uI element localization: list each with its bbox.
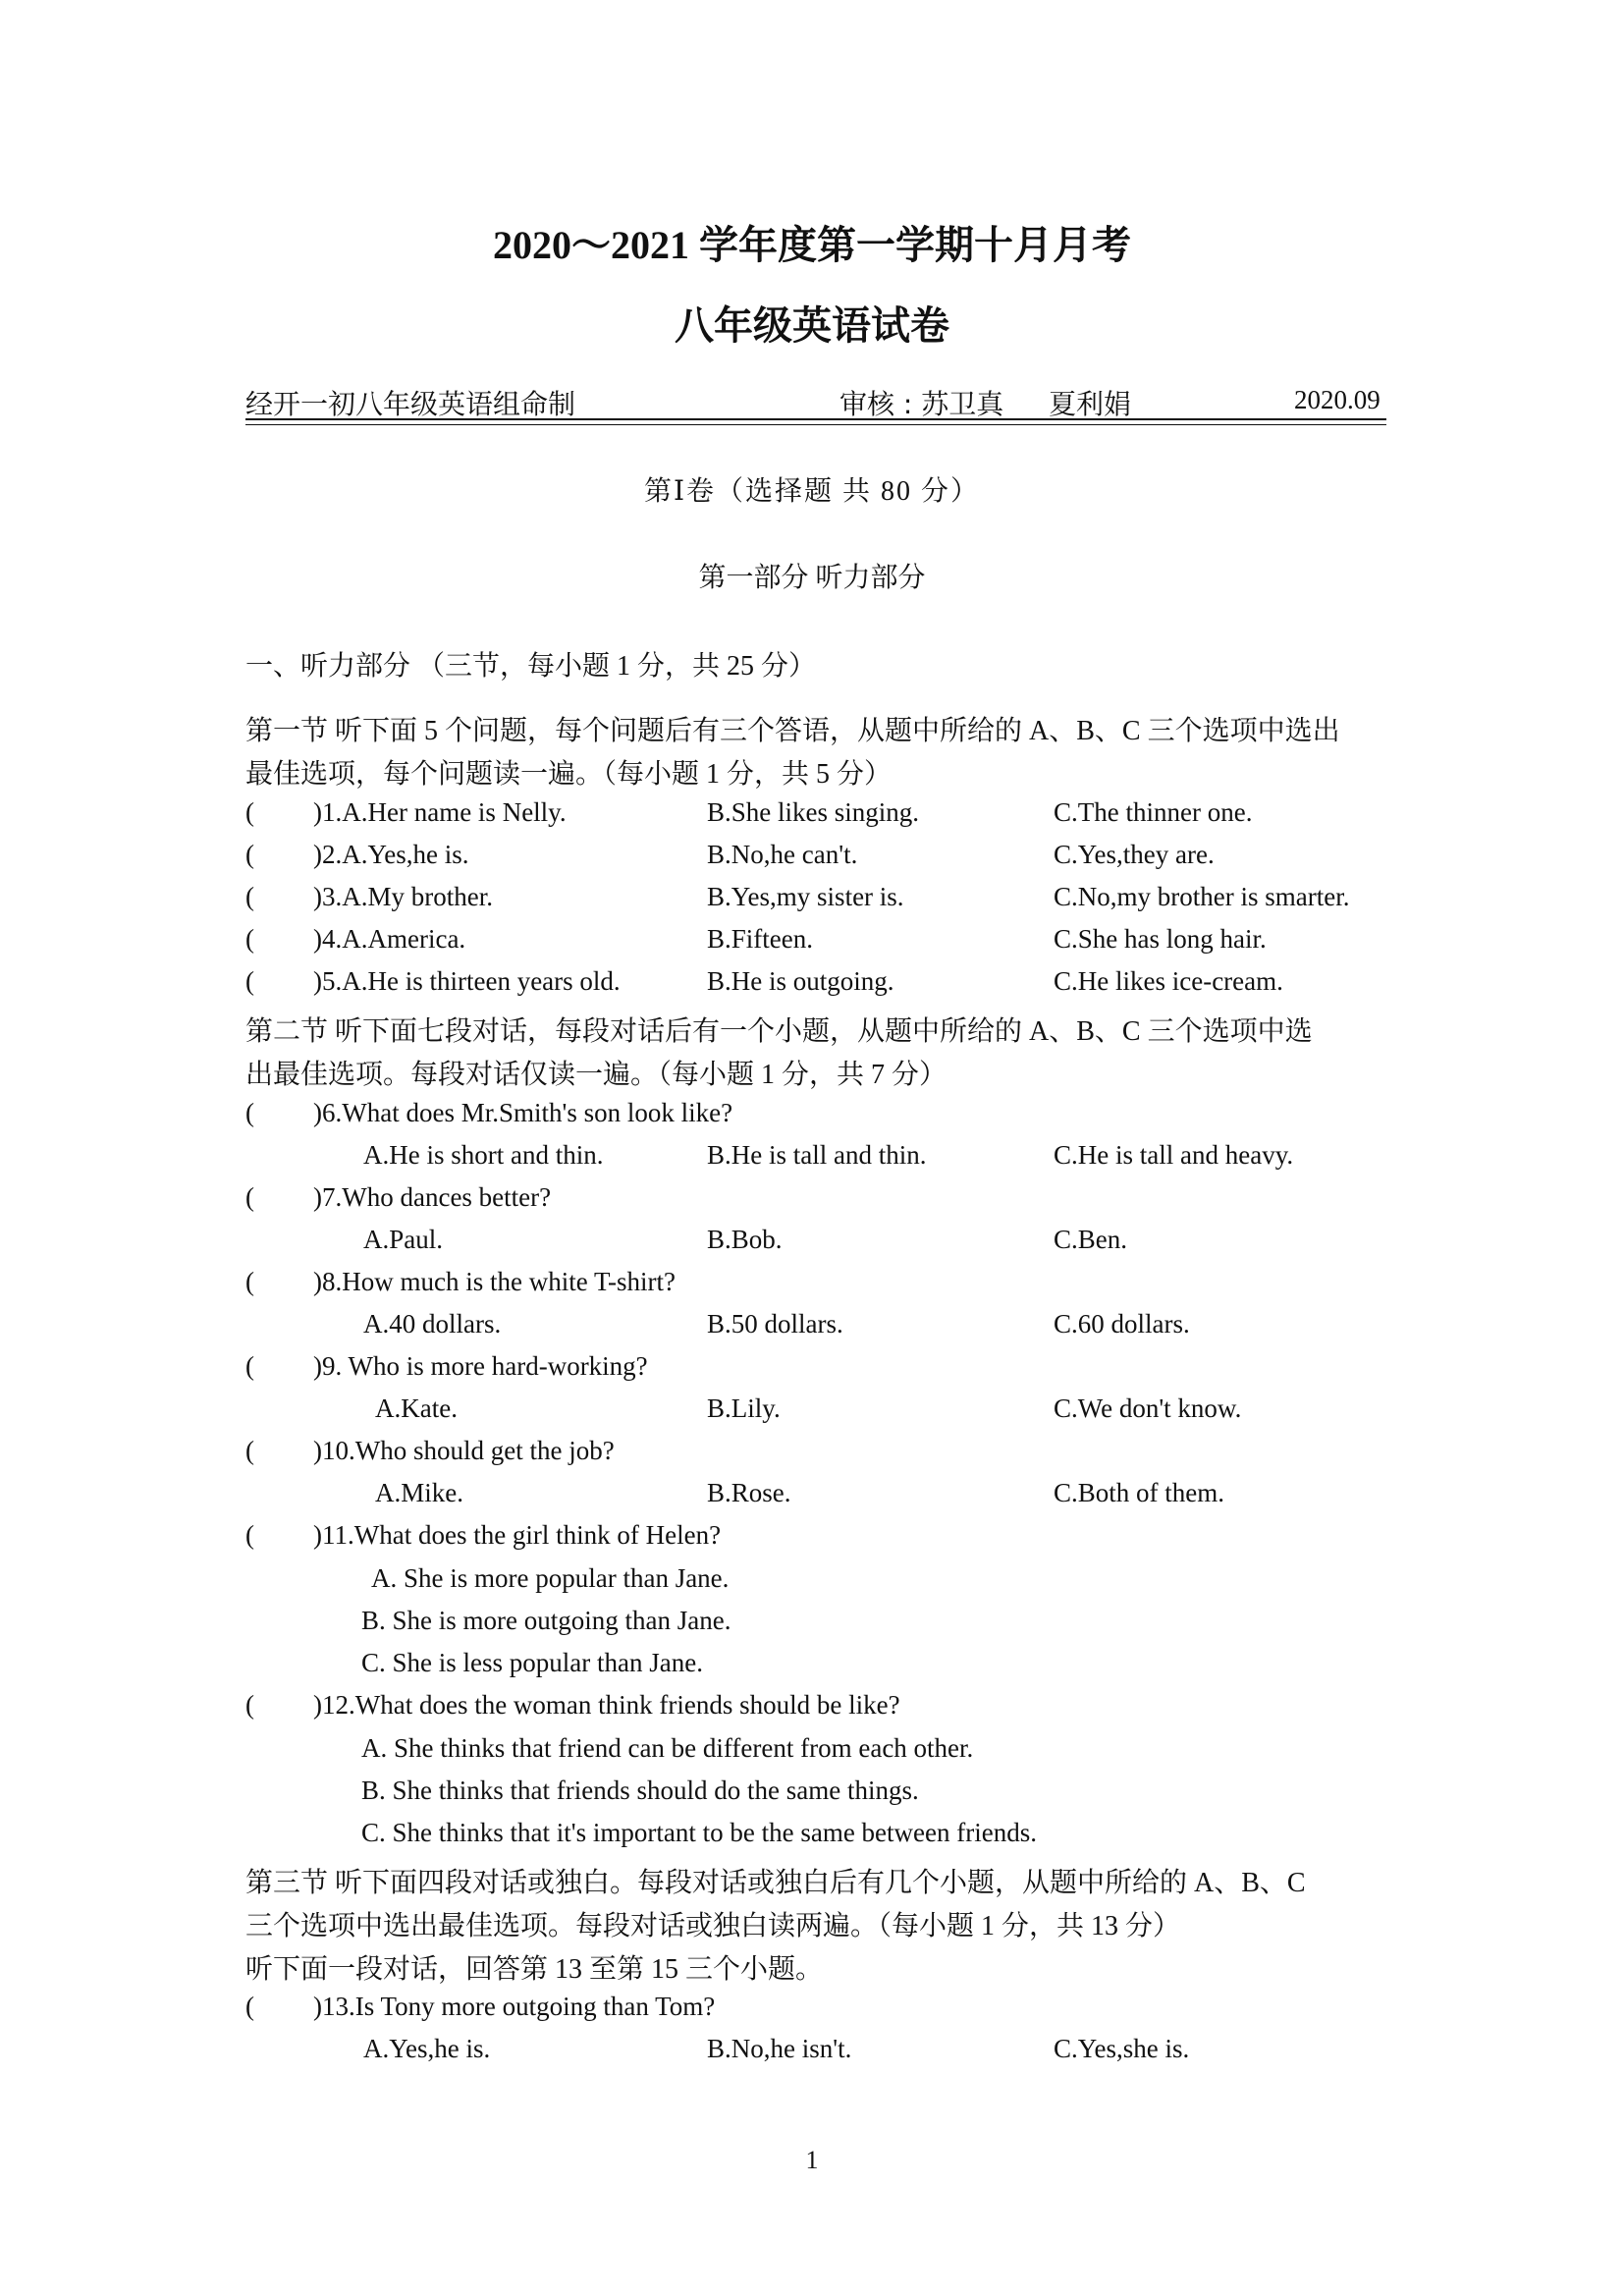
q11-option-b: B. She is more outgoing than Jane.: [361, 1606, 731, 1635]
q11-question: )11.What does the girl think of Helen?: [313, 1520, 722, 1550]
q12-question: )12.What does the woman think friends should be like?: [313, 1690, 900, 1720]
section2-instructions-line2: 出最佳选项。每段对话仅读一遍。（每小题 1 分，共 7 分）: [245, 1060, 947, 1090]
exam-title: 2020～2021 学年度第一学期十月月考: [493, 223, 1131, 267]
answer-paren: (: [245, 1182, 254, 1212]
answer-paren: (: [245, 882, 254, 911]
answer-paren: (: [245, 1098, 254, 1127]
q1-option-a: )1.A.Her name is Nelly.: [313, 797, 567, 827]
section3-instructions-line2: 三个选项中选出最佳选项。每段对话或独白读两遍。（每小题 1 分，共 13 分）: [245, 1911, 1181, 1941]
q10-option-a: A.Mike.: [375, 1478, 463, 1507]
section2-instructions-line1: 第二节 听下面七段对话，每段对话后有一个小题，从题中所给的 A、B、C 三个选项中选: [245, 1016, 1313, 1047]
header-rule-thin: [245, 424, 1386, 425]
q2-option-c: C.Yes,they are.: [1054, 840, 1215, 869]
q1-option-b: B.She likes singing.: [707, 797, 920, 827]
q12-option-c: C. She thinks that it's important to be the same between friends.: [361, 1818, 1037, 1847]
q13-option-a: A.Yes,he is.: [363, 2034, 491, 2063]
exam-subtitle: 八年级英语试卷: [675, 303, 949, 349]
q13-option-b: B.No,he isn't.: [707, 2034, 852, 2063]
volume-heading: 第Ⅰ卷（选择题 共 80 分）: [643, 476, 981, 507]
reviewer: 审核 : 苏卫真: [839, 388, 1004, 420]
answer-paren: (: [245, 840, 254, 869]
section3-instructions-line3: 听下面一段对话，回答第 13 至第 15 三个小题。: [245, 1954, 824, 1985]
q6-option-c: C.He is tall and heavy.: [1054, 1140, 1294, 1170]
q9-question: )9. Who is more hard-working?: [313, 1351, 648, 1381]
q7-option-a: A.Paul.: [363, 1225, 443, 1254]
q1-option-c: C.The thinner one.: [1054, 797, 1253, 827]
q13-option-c: C.Yes,she is.: [1054, 2034, 1190, 2063]
q4-option-c: C.She has long hair.: [1054, 924, 1267, 954]
q5-option-c: C.He likes ice-cream.: [1054, 966, 1283, 996]
q11-option-a: A. She is more popular than Jane.: [371, 1563, 730, 1593]
q8-option-b: B.50 dollars.: [707, 1309, 843, 1339]
answer-paren: (: [245, 966, 254, 996]
author-line: 经开一初八年级英语组命制: [245, 388, 576, 420]
q5-option-b: B.He is outgoing.: [707, 966, 894, 996]
answer-paren: (: [245, 1520, 254, 1550]
q10-option-c: C.Both of them.: [1054, 1478, 1224, 1507]
q10-option-b: B.Rose.: [707, 1478, 791, 1507]
answer-paren: (: [245, 924, 254, 954]
section1-instructions-line1: 第一节 听下面 5 个问题，每个问题后有三个答语，从题中所给的 A、B、C 三个选项中选出: [245, 716, 1340, 746]
answer-paren: (: [245, 1690, 254, 1720]
q3-option-a: )3.A.My brother.: [313, 882, 493, 911]
q4-option-b: B.Fifteen.: [707, 924, 813, 954]
q3-option-c: C.No,my brother is smarter.: [1054, 882, 1350, 911]
q2-option-b: B.No,he can't.: [707, 840, 858, 869]
q8-option-c: C.60 dollars.: [1054, 1309, 1190, 1339]
q6-option-b: B.He is tall and thin.: [707, 1140, 927, 1170]
q4-option-a: )4.A.America.: [313, 924, 466, 954]
q12-option-b: B. She thinks that friends should do the same things.: [361, 1776, 919, 1805]
part-heading: 第一部分 听力部分: [698, 563, 926, 593]
answer-paren: (: [245, 797, 254, 827]
q6-question: )6.What does Mr.Smith's son look like?: [313, 1098, 733, 1127]
q9-option-a: A.Kate.: [375, 1393, 458, 1423]
q2-option-a: )2.A.Yes,he is.: [313, 840, 469, 869]
q9-option-c: C.We don't know.: [1054, 1393, 1242, 1423]
q8-question: )8.How much is the white T-shirt?: [313, 1267, 676, 1296]
q7-option-c: C.Ben.: [1054, 1225, 1128, 1254]
q12-option-a: A. She thinks that friend can be different from each other.: [361, 1733, 974, 1763]
q7-option-b: B.Bob.: [707, 1225, 783, 1254]
answer-paren: (: [245, 1351, 254, 1381]
exam-date: 2020.09: [1294, 385, 1380, 414]
section-heading: 一、听力部分 （三节，每小题 1 分，共 25 分）: [245, 651, 817, 682]
section1-instructions-line2: 最佳选项，每个问题读一遍。（每小题 1 分，共 5 分）: [245, 759, 893, 790]
q7-question: )7.Who dances better?: [313, 1182, 552, 1212]
q11-option-c: C. She is less popular than Jane.: [361, 1648, 703, 1677]
reviewer-2: 夏利娟: [1049, 388, 1132, 420]
header-rule: [245, 418, 1386, 420]
answer-paren: (: [245, 1267, 254, 1296]
section3-instructions-line1: 第三节 听下面四段对话或独白。每段对话或独白后有几个小题，从题中所给的 A、B、C: [245, 1868, 1306, 1898]
q3-option-b: B.Yes,my sister is.: [707, 882, 904, 911]
answer-paren: (: [245, 1436, 254, 1465]
q8-option-a: A.40 dollars.: [363, 1309, 502, 1339]
q9-option-b: B.Lily.: [707, 1393, 781, 1423]
q6-option-a: A.He is short and thin.: [363, 1140, 604, 1170]
answer-paren: (: [245, 1992, 254, 2021]
q13-question: )13.Is Tony more outgoing than Tom?: [313, 1992, 716, 2021]
q10-question: )10.Who should get the job?: [313, 1436, 615, 1465]
page-number: 1: [805, 2146, 819, 2174]
q5-option-a: )5.A.He is thirteen years old.: [313, 966, 621, 996]
